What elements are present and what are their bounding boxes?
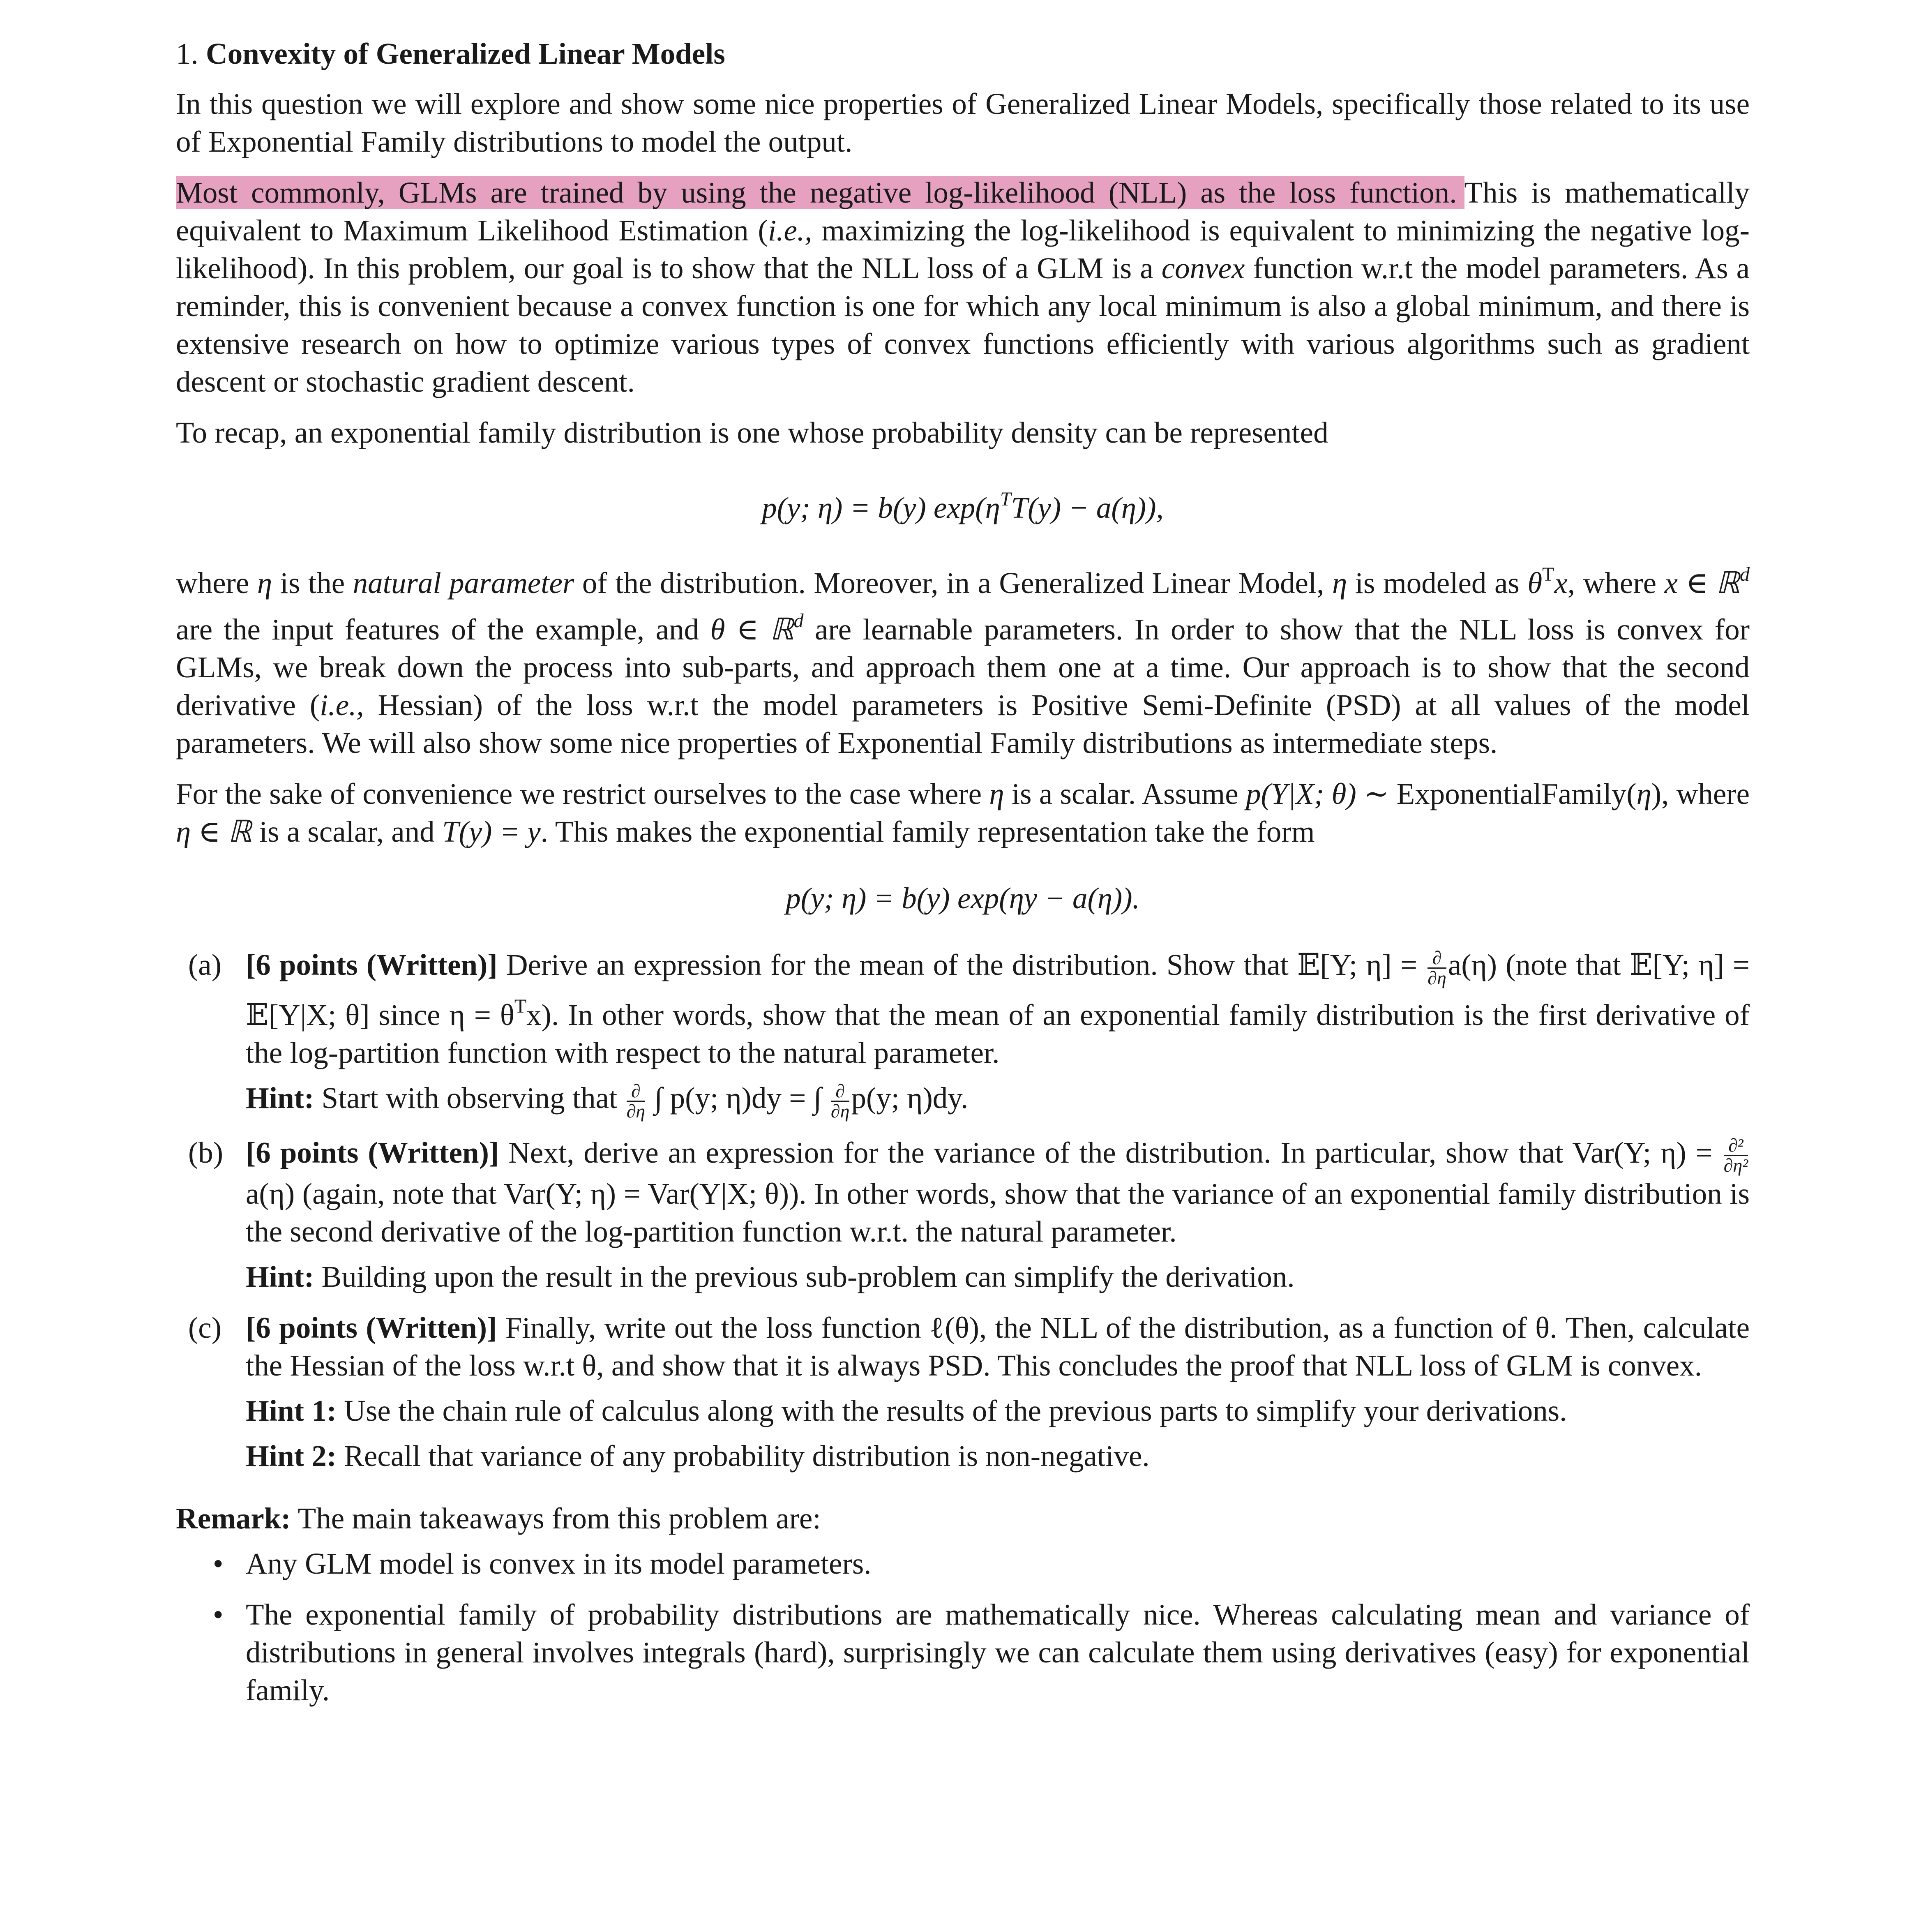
second-partial-fraction: $\frac{\text{∂²}}{\text{∂η²}}$ [1723,1135,1748,1176]
subquestion-a: (a) [6 points (Written)] Derive an expression for the mean of the distribution. Show that 𝔼[Y; η] = $\frac{\partial}{\partial\eta}$ a(η) (note that 𝔼[Y; η] = 𝔼[Y|X; θ] since $\eta = \theta^Tx$). In other words, show that the mean of an exponential family distribution is the first derivative of the log-partition function with respect to the natural parameter. Hint: Start with observing that $\frac{\partial}{\partial\eta}$ ∫ p(y; η)dy = ∫ $\frac{\partial}{\partial\eta}$ p(y; η)dy. [176,946,1750,1121]
recap-paragraph: To recap, an exponential family distribution is one whose probability density can be represented [176,416,1328,449]
natural-parameter-paragraph: where η is the natural parameter of the distribution. Moreover, in a Generalized Linear Model, η is modeled as $\theta^Tx$, where x ∈ ℝ$^d$ are the input features of the example, and θ ∈ ℝ$^d$ are learnable parameters. In order to show that the NLL loss is convex for GLMs, we break down the process into sub-parts, and approach them one at a time. Our approach is to show that the second derivative (i.e., Hessian) of the loss w.r.t the model parameters is Positive Semi-Definite (PSD) at all values of the model parameters. We will also show some nice properties of Exponential Family distributions as intermediate steps. [176,563,1750,759]
intro-paragraph: In this question we will explore and show some nice properties of Generalized Linear Models, specifically those related to its use of Exponential Family distributions to model the output. [176,87,1750,158]
hint-1: Hint 1: Use the chain rule of calculus along with the results of the previous parts to simplify your derivations. [246,1394,1567,1428]
subquestion-label: (a) [188,948,222,981]
points-label: [6 points (Written)] [246,948,498,981]
remark: Remark: The main takeaways from this problem are: [176,1502,821,1535]
document-page [176,35,1750,1722]
bullet-icon: • [213,1598,224,1632]
subquestion-b: (b) [6 points (Written)] Next, derive an expression for the variance of the distribution. In particular, show that Var(Y; η) = $\frac{\text{∂²}}{\text{∂η²}}$ a(η) (again, note that Var(Y; η) = Var(Y|X; θ)). In other words, show that the variance of an exponential family distribution is the second derivative of the log-partition function w.r.t. the natural parameter. Hint: Building upon the result in the previous sub-problem can simplify the derivation. [176,1134,1750,1296]
question-heading [176,35,1750,73]
question-title: Convexity of Generalized Linear Models [206,37,725,70]
scalar-assumption-paragraph: For the sake of convenience we restrict ourselves to the case where η is a scalar. Assume p(Y|X; θ) ∼ ExponentialFamily(η), where η ∈ ℝ is a scalar, and T(y) = y. This makes the exponential family representation take the form [176,777,1750,848]
hint: Hint: Building upon the result in the previous sub-problem can simplify the derivation. [246,1260,1295,1294]
subquestion-c: (c) [6 points (Written)] Finally, write out the loss function ℓ(θ), the NLL of the distribution, as a function of θ. Then, calculate the Hessian of the loss w.r.t θ, and show that it is always PSD. This concludes the proof that NLL loss of GLM is convex. Hint 1: Use the chain rule of calculus along with the results of the previous parts to simplify your derivations. Hint 2: Recall that variance of any probability distribution is non-negative. [176,1309,1750,1475]
hint: Hint: Start with observing that $\frac{\partial}{\partial\eta}$ ∫ p(y; η)dy = ∫ $\frac{\partial}{\partial\eta}$ p(y; η)dy. [246,1080,969,1122]
hint-2: Hint 2: Recall that variance of any probability distribution is non-negative. [246,1439,1150,1473]
subquestion-label: (c) [188,1311,222,1345]
equation-scalar-form: p(y; η) = b(y) exp(ηy − a(η)). [786,882,1140,915]
points-label: [6 points (Written)] [246,1136,499,1169]
bullet-icon: • [213,1547,224,1581]
subquestion-label: (b) [188,1136,224,1169]
convex-term: convex [1161,252,1245,285]
list-item: • Any GLM model is convex in its model parameters. [176,1545,1750,1583]
highlighted-sentence: Most commonly, GLMs are trained by using the negative log-likelihood (NLL) as the loss function. [176,176,1464,209]
nll-paragraph: Most commonly, GLMs are trained by using the negative log-likelihood (NLL) as the loss function. This is mathematically equivalent to Maximum Likelihood Estimation (i.e., maximizing the log-likelihood is equivalent to minimizing the negative log-likelihood). In this problem, our goal is to show that the NLL loss of a GLM is a convex function w.r.t the model parameters. As a reminder, this is convenient because a convex function is one for which any local minimum is also a global minimum, and there is extensive research on how to optimize various types of convex functions efficiently with various algorithms such as gradient descent or stochastic gradient descent. [176,176,1750,398]
partial-fraction: $\frac{\partial}{\partial\eta}$ [1427,947,1446,988]
points-label: [6 points (Written)] [246,1311,497,1345]
equation-exponential-family: p(y; η) = b(y) $\exp(\eta^TT(y) - a(\eta))$, [762,488,1164,524]
list-item: • The exponential family of probability distributions are mathematically nice. Whereas calculating mean and variance of distributions in general involves integrals (hard), surprisingly we can calculate them using derivatives (easy) for exponential family. [176,1596,1750,1709]
question-number: 1. [176,37,198,70]
